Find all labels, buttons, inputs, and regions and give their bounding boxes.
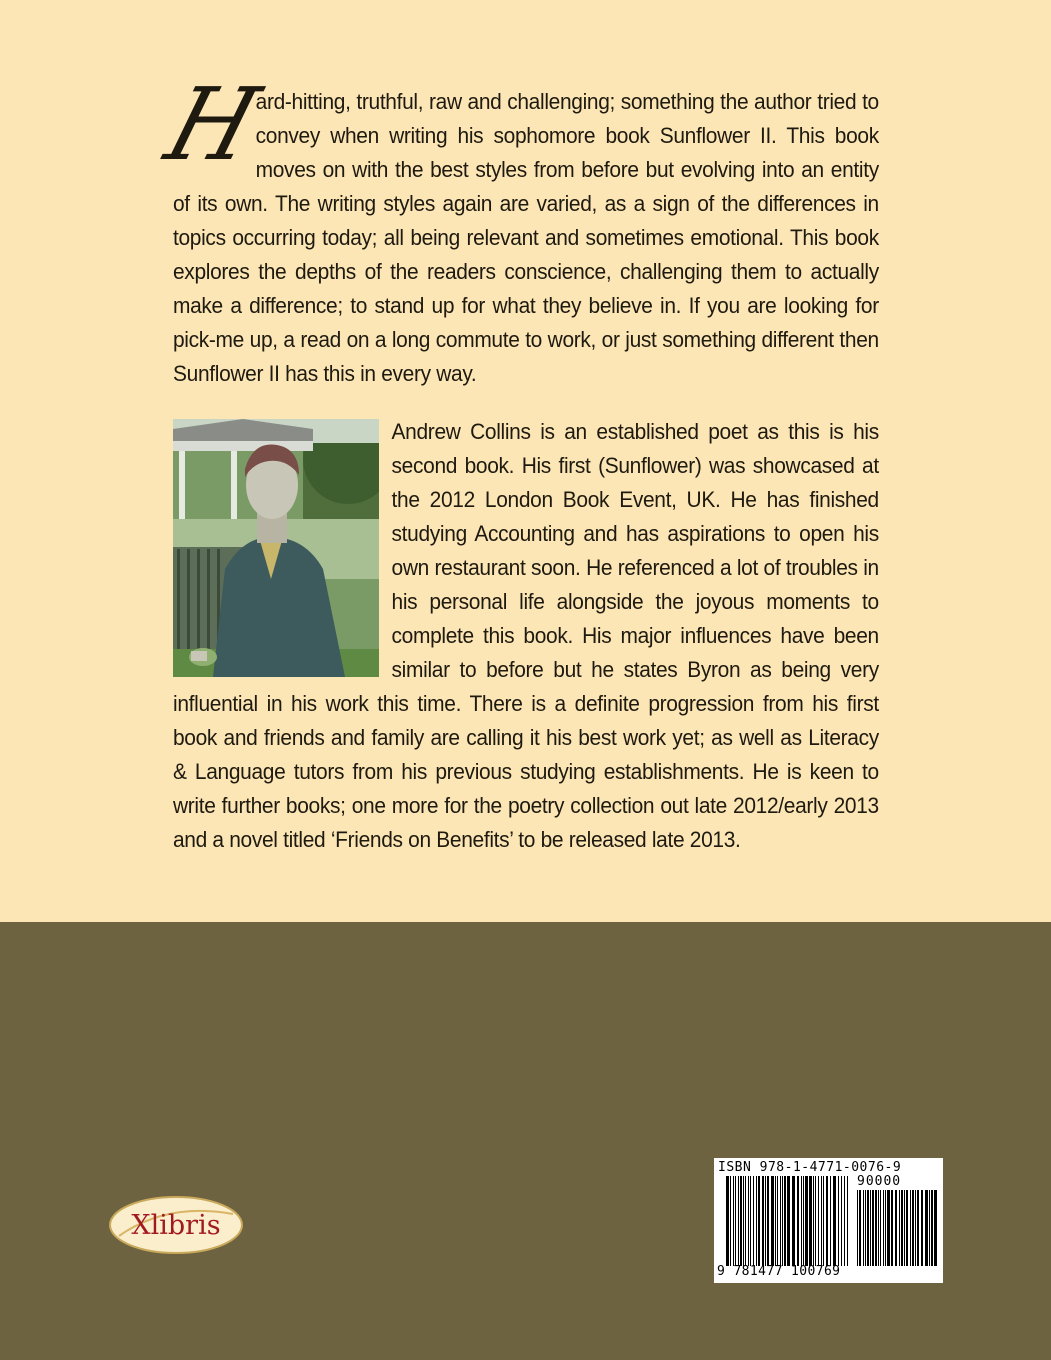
barcode-bar (756, 1176, 757, 1266)
barcode-bar (931, 1190, 933, 1266)
author-photo (173, 419, 379, 677)
barcode-bar (844, 1176, 845, 1266)
addon-barcode-bars (857, 1190, 937, 1266)
barcode-bar (863, 1190, 864, 1266)
publisher-logo (107, 1192, 245, 1256)
barcode-bar (777, 1176, 778, 1266)
barcode-bar (758, 1176, 760, 1266)
barcode-bar (726, 1176, 729, 1266)
barcode-bar (887, 1190, 890, 1266)
barcode-bar (867, 1190, 869, 1266)
barcode-bar (780, 1176, 781, 1266)
ean-digits: 9 781477 100769 (717, 1264, 841, 1279)
isbn-barcode (714, 1158, 943, 1283)
book-blurb (154, 66, 879, 391)
barcode-bar (833, 1176, 836, 1266)
barcode-bar (792, 1176, 795, 1266)
barcode-bar (904, 1190, 905, 1266)
barcode-bar (838, 1176, 839, 1266)
barcode-bar (891, 1190, 893, 1266)
isbn-label: ISBN 978-1-4771-0076-9 (718, 1160, 902, 1175)
barcode-bar (809, 1176, 812, 1266)
barcode-bar (745, 1176, 746, 1266)
barcode-bar (826, 1176, 828, 1266)
barcode-bar (823, 1176, 824, 1266)
barcode-bar (899, 1190, 900, 1266)
barcode-bar (917, 1190, 919, 1266)
barcode-bar (784, 1176, 786, 1266)
barcode-bar (912, 1190, 914, 1266)
barcode-bar (880, 1190, 881, 1266)
barcode-bar (870, 1190, 871, 1266)
barcode-bar (762, 1176, 764, 1266)
barcode-bar (730, 1176, 731, 1266)
barcode-bar (797, 1176, 799, 1266)
blurb-text: ard-hitting, truthful, raw and challenging; something the author tried to convey when writing his sophomore book Sunflower II. This book moves on with the best styles from before but evolving into an entity of its own. The writing styles again are varied, as a sign of the differences in topics occurring today; all being relevant and sometimes emotional. This book explores the depths of the readers conscience, challenging them to actually make a difference; to stand up for what they believe in. If you are looking for pick-me up, a read on a long commute to work, or just something different then Sunflower II has this in every way. (173, 89, 879, 386)
drop-cap: H (154, 66, 271, 183)
barcode-bar (859, 1190, 861, 1266)
barcode-bar (813, 1176, 814, 1266)
barcode-bar (875, 1190, 877, 1266)
barcode-bar (821, 1176, 822, 1266)
barcode-bar (895, 1190, 897, 1266)
barcode-bar (748, 1176, 749, 1266)
barcode-bar (771, 1176, 774, 1266)
barcode-bar (765, 1176, 766, 1266)
olive-panel (0, 922, 1051, 1360)
logo-wordmark: Xlibris (131, 1210, 221, 1241)
barcode-bar (735, 1176, 736, 1266)
barcode-bar (803, 1176, 804, 1266)
barcode-bar (841, 1176, 842, 1266)
bio-text: Andrew Collins is an established poet as this is his second book. His first (Sunflower) was showcased at the 2012 London Book Event, UK. He has finished studying Accounting and has aspirations to open his own restaurant soon. He referenced a lot of troubles in his personal life alongside the joyous moments to complete this book. His major influences have been similar to before but he states Byron as being very influential in his work this time. There is a definite progression from his first book and friends and family are calling it his best work yet; as well as Literacy & Language tutors from his previous studying establishments. He is keen to write further books; one more for the poetry collection out late 2012/early 2013 and a novel titled ‘Friends on Benefits’ to be released late 2013. (173, 419, 879, 852)
barcode-bar (915, 1190, 916, 1266)
barcode-bar (925, 1190, 928, 1266)
barcode-bar (910, 1190, 911, 1266)
barcode-bar (857, 1190, 858, 1266)
barcode-bar (847, 1176, 848, 1266)
barcode-bar (767, 1176, 769, 1266)
barcode-bar (782, 1176, 783, 1266)
barcode-bar (921, 1190, 923, 1266)
barcode-bar (865, 1190, 866, 1266)
barcode-bar (883, 1190, 884, 1266)
barcode-bar (738, 1176, 739, 1266)
barcode-bar (740, 1176, 742, 1266)
price-code: 90000 (857, 1174, 902, 1189)
barcode-bar (901, 1190, 903, 1266)
barcode-bar (885, 1190, 886, 1266)
barcode-bar (743, 1176, 744, 1266)
barcode-bar (787, 1176, 790, 1266)
barcode-bar (830, 1176, 831, 1266)
barcode-bar (872, 1190, 874, 1266)
main-barcode-bars (726, 1176, 852, 1266)
barcode-bar (815, 1176, 816, 1266)
barcode-bar (878, 1190, 879, 1266)
barcode-bar (775, 1176, 776, 1266)
barcode-bar (805, 1176, 808, 1266)
barcode-bar (906, 1190, 908, 1266)
barcode-bar (750, 1176, 751, 1266)
barcode-bar (801, 1176, 802, 1266)
barcode-bar (934, 1190, 937, 1266)
barcode-bar (818, 1176, 819, 1266)
barcode-bar (733, 1176, 734, 1266)
barcode-bar (753, 1176, 754, 1266)
barcode-bar (929, 1190, 930, 1266)
